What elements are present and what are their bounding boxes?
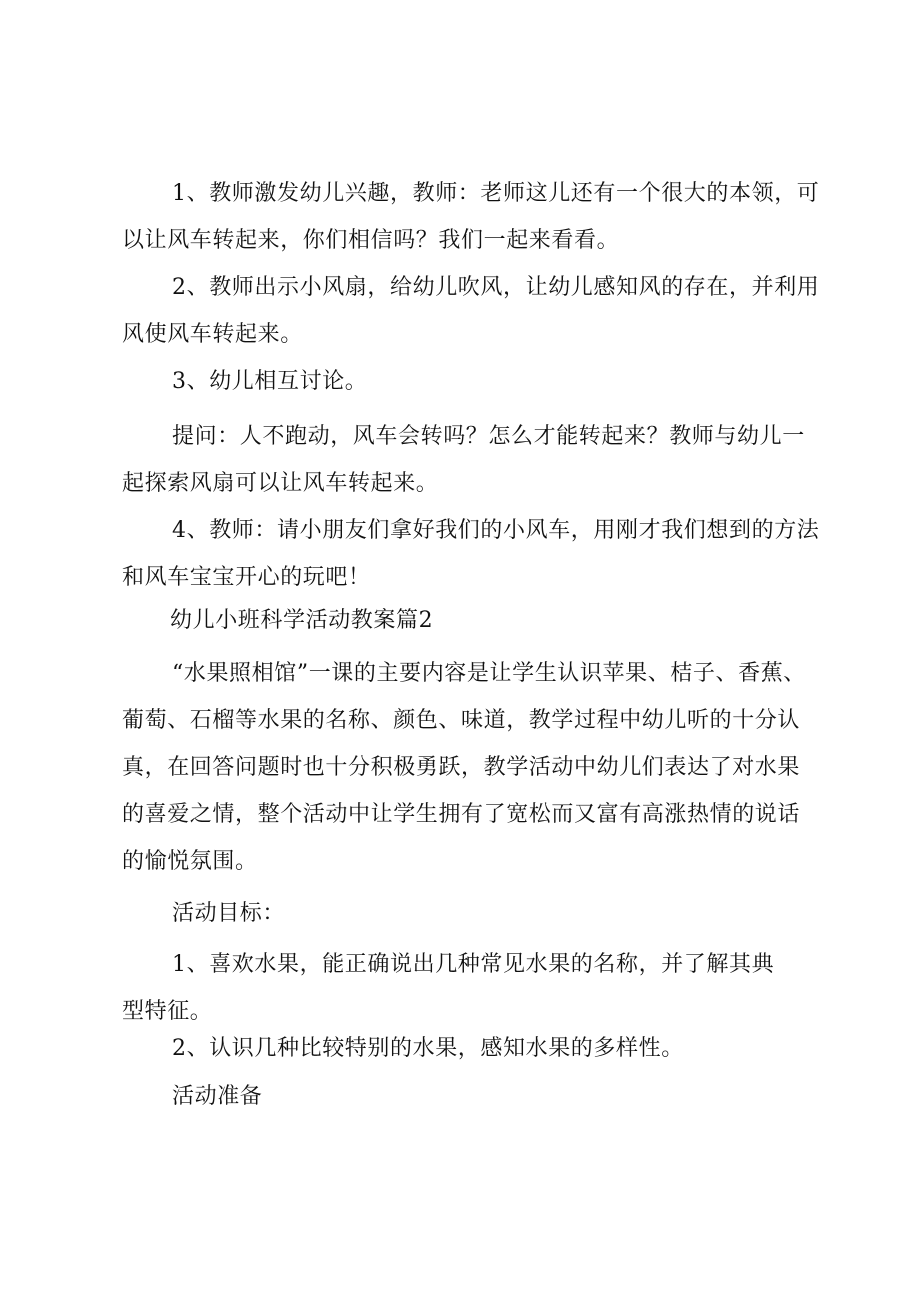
paragraph-question: 提问：人不跑动，风车会转吗？怎么才能转起来？教师与幼儿一起探索风扇可以让风车转起来。 [122,424,805,496]
paragraph-goals-title: 活动目标： [172,901,286,926]
section-heading: 幼儿小班科学活动教案篇2 [170,608,434,633]
paragraph-step-1: 1、教师激发幼儿兴趣，教师：老师这儿还有一个很大的本领，可以让风车转起来，你们相信吗？我们一起来看看。 [122,181,820,253]
paragraph-step-2: 2、教师出示小风扇，给幼儿吹风，让幼儿感知风的存在，并利用风使风车转起来。 [122,275,820,347]
paragraph-goal-2: 2、认识几种比较特别的水果，感知水果的多样性。 [172,1036,684,1061]
paragraph-step-3: 3、幼儿相互讨论。 [172,369,368,394]
paragraph-preparation-title: 活动准备 [172,1084,263,1109]
paragraph-intro: “水果照相馆”一课的主要内容是让学生认识苹果、桔子、香蕉、葡萄、石榴等水果的名称、颜色、味道，教学过程中幼儿听的十分认真，在回答问题时也十分积极勇跃，教学活动中幼儿们表达了对水果的喜爱之情，整个活动中让学生拥有了宽松而又富有高涨热情的说话的愉悦氛围。 [122,661,806,874]
paragraph-step-4: 4、教师：请小朋友们拿好我们的小风车，用刚才我们想到的方法和风车宝宝开心的玩吧！ [122,518,820,590]
paragraph-goal-1: 1、喜欢水果，能正确说出几种常见水果的名称，并了解其典型特征。 [122,952,775,1024]
